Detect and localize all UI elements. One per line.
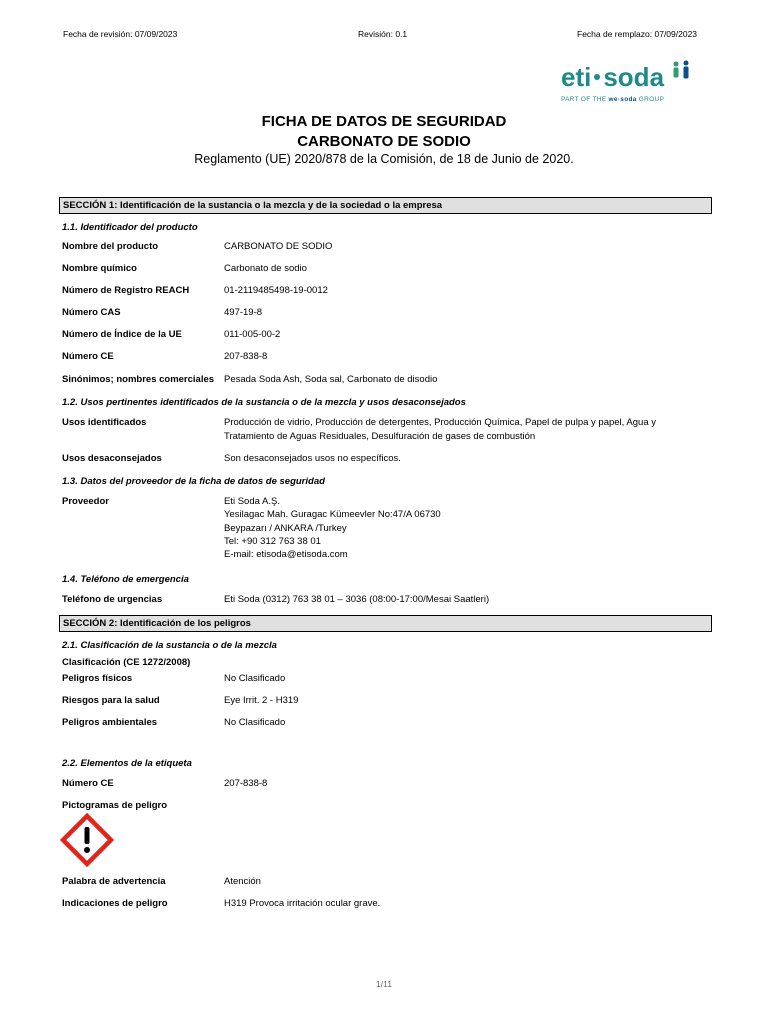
field-value-reach-number: 01-2119485498-19-0012 <box>224 285 328 296</box>
field-value-ce-number: 207-838-8 <box>224 351 268 362</box>
field-label-identified-uses: Usos identificados <box>62 417 147 428</box>
logo-dot-icon <box>594 74 600 80</box>
field-label-supplier: Proveedor <box>62 496 109 507</box>
ghs-exclamation-icon <box>60 813 114 867</box>
page-number: 1/11 <box>376 979 392 989</box>
supplier-email: E-mail: etisoda@etisoda.com <box>224 549 348 560</box>
logo-tagline <box>561 96 664 103</box>
subsection-1-3: 1.3. Datos del proveedor de la ficha de datos de seguridad <box>62 476 325 487</box>
field-label-signal-word: Palabra de advertencia <box>62 876 166 887</box>
revision-number: Revisión: 0.1 <box>358 29 408 39</box>
field-value-cas-number: 497-19-8 <box>224 307 263 318</box>
field-label-health-hazards: Riesgos para la salud <box>62 695 160 706</box>
product-title: CARBONATO DE SODIO <box>297 133 471 150</box>
field-value-synonyms: Pesada Soda Ash, Soda sal, Carbonato de disodio <box>224 374 438 385</box>
logo-brand-right: soda <box>603 62 665 92</box>
field-label-ce-number: Número CE <box>62 351 114 362</box>
field-value-ce-number-2: 207-838-8 <box>224 778 268 789</box>
logo-tagline-brand: we·soda <box>608 96 637 103</box>
field-label-pictograms: Pictogramas de peligro <box>62 800 168 811</box>
section-1-heading: SECCIÓN 1: Identificación de la sustancia o la mezcla y de la sociedad o la empresa <box>59 197 712 214</box>
field-label-cas-number: Número CAS <box>62 307 121 318</box>
field-label-ce-number-2: Número CE <box>62 778 114 789</box>
field-value-emergency-phone: Eti Soda (0312) 763 38 01 – 3036 (08:00-17:00/Mesai Saatleri) <box>224 594 490 605</box>
people-icon <box>671 60 693 86</box>
field-label-reach-number: Número de Registro REACH <box>62 285 190 296</box>
field-label-environmental-hazards: Peligros ambientales <box>62 717 158 728</box>
subsection-2-1: 2.1. Clasificación de la sustancia o de la mezcla <box>62 640 277 651</box>
field-label-chemical-name: Nombre químico <box>62 263 137 274</box>
field-value-physical-hazards: No Clasificado <box>224 673 286 684</box>
field-value-health-hazards: Eye Irrit. 2 - H319 <box>224 695 299 706</box>
subsection-1-4: 1.4. Teléfono de emergencia <box>62 574 189 585</box>
logo-wordmark <box>561 62 664 93</box>
classification-label: Clasificación (CE 1272/2008) <box>62 657 191 668</box>
field-label-uses-advised-against: Usos desaconsejados <box>62 453 162 464</box>
field-value-chemical-name: Carbonato de sodio <box>224 263 307 274</box>
supplier-phone: Tel: +90 312 763 38 01 <box>224 536 321 547</box>
field-label-product-name: Nombre del producto <box>62 241 159 252</box>
field-value-product-name: CARBONATO DE SODIO <box>224 241 333 252</box>
regulation-reference: Reglamento (UE) 2020/878 de la Comisión, de 18 de Junio de 2020. <box>194 152 574 166</box>
eti-soda-logo <box>541 52 707 112</box>
field-label-hazard-statements: Indicaciones de peligro <box>62 898 168 909</box>
supplier-address-line1: Yesilagac Mah. Guragac Kümeevler No:47/A 06730 <box>224 509 441 520</box>
supplier-name: Eti Soda A.Ş. <box>224 496 280 507</box>
revision-date: Fecha de revisión: 07/09/2023 <box>63 29 178 39</box>
field-value-identified-uses-line2: Tratamiento de Aguas Residuales, Desulfuración de gases de combustión <box>224 431 536 442</box>
field-label-emergency-phone: Teléfono de urgencias <box>62 594 163 605</box>
subsection-1-1: 1.1. Identificador del producto <box>62 222 198 233</box>
field-value-hazard-statements: H319 Provoca irritación ocular grave. <box>224 898 381 909</box>
field-value-environmental-hazards: No Clasificado <box>224 717 286 728</box>
section-2-heading: SECCIÓN 2: Identificación de los peligros <box>59 615 712 632</box>
field-label-physical-hazards: Peligros físicos <box>62 673 133 684</box>
logo-tagline-pre: PART OF THE <box>561 96 609 103</box>
field-label-synonyms: Sinónimos; nombres comerciales <box>62 374 215 385</box>
field-value-uses-advised-against: Son desaconsejados usos no específicos. <box>224 453 401 464</box>
field-value-eu-index: 011-005-00-2 <box>224 329 281 340</box>
logo-tagline-post: GROUP <box>636 96 665 103</box>
field-value-identified-uses-line1: Producción de vidrio, Producción de detergentes, Producción Química, Papel de pulpa y papel, Agua y <box>224 417 656 428</box>
field-label-eu-index: Número de Índice de la UE <box>62 329 182 340</box>
subsection-1-2: 1.2. Usos pertinentes identificados de la sustancia o de la mezcla y usos desaconsejados <box>62 397 466 408</box>
logo-brand-left: eti <box>561 62 592 92</box>
supplier-address-line2: Beypazarı / ANKARA /Turkey <box>224 523 347 534</box>
field-value-signal-word: Atención <box>224 876 261 887</box>
replacement-date: Fecha de remplazo: 07/09/2023 <box>577 29 698 39</box>
subsection-2-2: 2.2. Elementos de la etiqueta <box>62 758 192 769</box>
document-title: FICHA DE DATOS DE SEGURIDAD <box>261 113 507 130</box>
